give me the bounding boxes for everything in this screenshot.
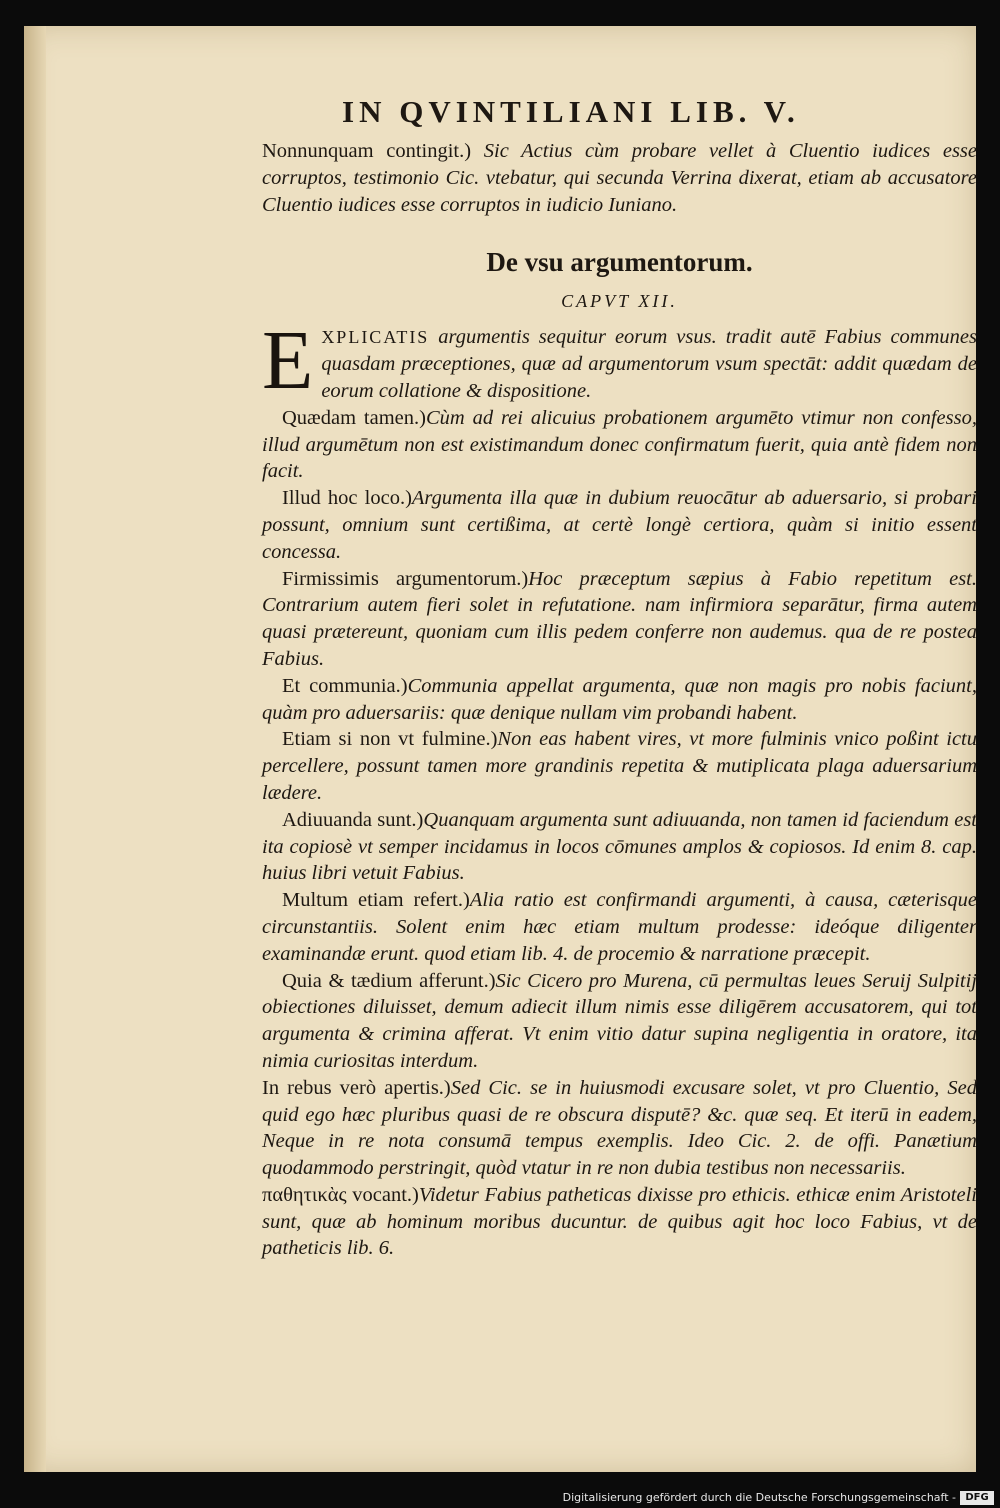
- running-head: IN QVINTILIANI LIB. V.: [342, 94, 800, 129]
- book-page: [24, 26, 976, 1472]
- paragraph: [262, 566, 977, 673]
- lemma: Etiam si non vt fulmine.): [282, 728, 498, 751]
- paragraph: [262, 1182, 977, 1262]
- first-word: XPLICATIS: [321, 327, 430, 348]
- gloss: Communia appellat argumenta, quæ non magis pro nobis faciunt, quàm pro aduersariis: quæ denique nullam vim probandi habent.: [262, 674, 977, 724]
- chapter-first-paragraph: [262, 314, 977, 408]
- gloss: Cùm ad rei alicuius probationem argumēto vtimur non confesso, illud argumētum non est existimandum donec confirmatum fuerit, quia antè fidem non facit.: [262, 406, 977, 483]
- lemma: Multum etiam refert.): [282, 889, 470, 912]
- page-gutter: [24, 26, 46, 1472]
- intro-gloss: Sic Actius cùm probare vellet à Cluentio iudices esse corruptos, testimonio Cic. vtebatur, qui secunda Verrina dixerat, etiam ab accusatore Cluentio iudices esse corruptos in iudicio Iuniano.: [262, 140, 978, 216]
- text-block: [262, 92, 977, 1262]
- gloss: Videtur Fabius patheticas dixisse pro ethicis. ethicæ enim Aristoteli sunt, quæ ab hominum moribus ducuntur. de quibus agit hoc loco Fabius, vt de patheticis lib. 6.: [262, 1183, 977, 1260]
- intro-paragraph: [262, 138, 977, 218]
- dfg-logo: DFG: [960, 1491, 994, 1505]
- digitization-credit: Digitalisierung gefördert durch die Deutsche Forschungsgemeinschaft -: [562, 1491, 956, 1504]
- chapter-title: De vsu argumentorum.: [486, 247, 753, 278]
- drop-cap: E: [262, 314, 314, 408]
- paragraph: [262, 726, 977, 806]
- gloss: Sic Cicero pro Murena, cū permultas leues Seruij Sulpitij obiectiones diluisset, demum adiecit illum nimis esse diligērem accusatorem, qui tot argumenta & crimina afferat. Vt enim vitio datur supina negligentia in oratore, ita nimia curiositas interdum.: [262, 969, 978, 1072]
- lemma: Quia & tædium afferunt.): [282, 969, 496, 992]
- chapter-number: CAPVT XII.: [561, 291, 678, 312]
- paragraph: [262, 807, 977, 887]
- lemma: παθητικὰς vocant.): [262, 1183, 419, 1206]
- first-gloss: argumentis sequitur eorum vsus. tradit autē Fabius communes quasdam præceptiones, quæ ad argumentorum vsum spectāt: addit quædam de eorum collatione & dispositione.: [321, 326, 977, 402]
- paragraph: [262, 673, 977, 727]
- paragraph: [262, 887, 977, 967]
- paragraph: [262, 1075, 977, 1182]
- lemma: Quædam tamen.): [282, 406, 426, 429]
- intro-lemma: Nonnunquam contingit.): [262, 140, 472, 162]
- footer-bar: [0, 1486, 1000, 1508]
- lemma: Firmissimis argumentorum.): [282, 567, 529, 590]
- gloss: Sed Cic. se in huiusmodi excusare solet, vt pro Cluentio, Sed quid ego hæc pluribus quasi de re obscura disputē? &c. quæ seq. Et iterū in eadem, Neque in re nota consumā tempus exemplis. Ideo Cic. 2. de offi. Panætium quodammodo perstringit, quòd vtatur in re non dubia testibus non necessariis.: [262, 1076, 977, 1180]
- gloss: Alia ratio est confirmandi argumenti, à causa, cæterisque circunstantiis. Solent enim hæc etiam multum prodesse: ideóque diligenter examinandæ erunt. quod etiam lib. 4. de procemio & narratione præcepit.: [262, 889, 977, 965]
- gloss: Non eas habent vires, vt more fulminis vnico poßint ictu percellere, possunt tamen more grandinis repetita & mutiplicata plaga aduersarium lædere.: [262, 728, 977, 804]
- lemma: In rebus verò apertis.): [262, 1076, 451, 1099]
- gloss: Hoc præceptum sæpius à Fabio repetitum est. Contrarium autem fieri solet in refutatione. nam infirmiora separātur, firma autem quasi prætereunt, quoniam cum illis pedem conferre non audemus. qua de re postea Fabius.: [262, 567, 977, 670]
- lemma: Illud hoc loco.): [282, 487, 412, 510]
- paragraph: [262, 405, 977, 485]
- lemma: Adiuuanda sunt.): [282, 808, 424, 831]
- gloss: Quanquam argumenta sunt adiuuanda, non tamen id faciendum est ita copiosè vt semper incidamus in locos cōmunes amplos & copiosos. Id enim 8. cap. huius libri vetuit Fabius.: [262, 808, 977, 885]
- paragraph: [262, 968, 977, 1075]
- lemma: Et communia.): [282, 674, 408, 697]
- gloss: Argumenta illa quæ in dubium reuocātur ab aduersario, si probari possunt, omnium sunt certißima, at certè longè certiora, quàm si initio essent concessa.: [262, 487, 977, 563]
- paragraph: [262, 485, 977, 565]
